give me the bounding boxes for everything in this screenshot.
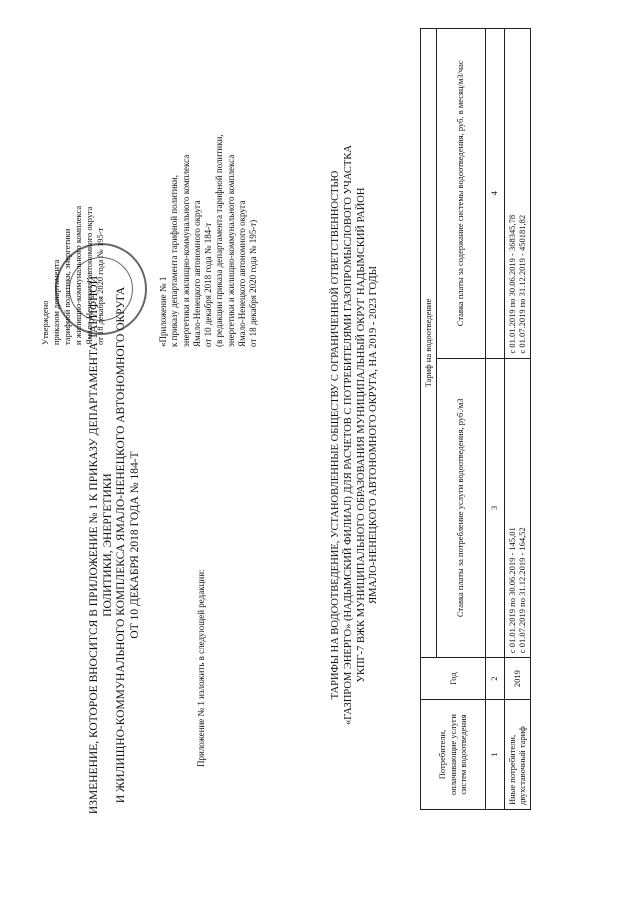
annex-line: (в редакции приказа департамента тарифной политики, [214, 134, 225, 347]
annex-line: Ямало-Ненецкого автономного округа [237, 200, 248, 347]
annex-block [158, 17, 260, 347]
cell-consumption [504, 358, 530, 658]
tariffs-heading [330, 75, 381, 795]
header-tariff-group: Тариф на водоотведение [421, 29, 437, 658]
cell-year: 2019 [504, 658, 530, 700]
title-line: ИЗМЕНЕНИЕ, КОТОРОЕ ВНОСИТСЯ В ПРИЛОЖЕНИЕ № 1 К ПРИКАЗУ ДЕПАРТАМЕНТА ТАРИФНОЙ ПОЛИТИКИ, ЭНЕРГЕТИКИ [88, 275, 114, 815]
header-rate-maintenance: Ставка платы за содержание системы водоотведения, руб. в месяц/м3/час [436, 29, 485, 359]
annex-line: от 18 декабря 2020 года № 195-т) [248, 219, 259, 347]
document-title [88, 265, 142, 825]
column-number: 1 [485, 700, 504, 810]
approval-line: тарифной политики, энергетики [62, 228, 72, 345]
approval-line: и жилищно-коммунального комплекса [73, 205, 83, 345]
table-number-row [485, 29, 504, 810]
cell-maintenance [504, 29, 530, 359]
annex-line: «Приложение № 1 [158, 276, 168, 347]
annex-line: энергетики и жилищно-коммунального комплекса [180, 154, 191, 347]
maintenance-period: с 01.01.2019 по 30.06.2019 - 368345,78 [506, 214, 517, 354]
annex-line: от 10 декабря 2018 года № 184-т [203, 222, 214, 347]
annex-line: энергетики и жилищно-коммунального комплекса [225, 154, 236, 347]
title-line: И ЖИЛИЩНО-КОММУНАЛЬНОГО КОМПЛЕКСА ЯМАЛО-НЕНЕЦКОГО АВТОНОМНОГО ОКРУГА [115, 286, 127, 804]
table-header-row [421, 29, 437, 810]
header-year: Год [421, 658, 486, 700]
approval-block [40, 45, 106, 345]
cell-consumer: Иные потребители, двухставочный тариф [504, 700, 530, 810]
approval-line: приказом департамента [51, 259, 61, 345]
tariffs-heading-line: УКПГ-7 ВЖК МУНИЦИПАЛЬНОГО ОБРАЗОВАНИЯ МУНИЦИПАЛЬНЫЙ ОКРУГ НАДЫМСКИЙ РАЙОН [355, 187, 367, 683]
tariffs-heading-line: «ГАЗПРОМ ЭНЕРГО» (НАДЫМСКИЙ ФИЛИАЛ) ДЛЯ РАСЧЕТОВ С ПОТРЕБИТЕЛЯМИ ГАЗОПРОМЫСЛОВОГО УЧАСТКА [342, 145, 354, 725]
title-line: ОТ 10 ДЕКАБРЯ 2018 ГОДА № 184-Т [128, 451, 141, 639]
approval-line: Утверждено [40, 300, 50, 345]
tariffs-heading-line: ЯМАЛО-НЕНЕЦКОГО АВТОНОМНОГО ОКРУГА, НА 2019 - 2023 ГОДЫ [368, 266, 380, 604]
annex-line: Ямало-Ненецкого автономного округа [191, 200, 202, 347]
approval-line: от 18 декабря 2020 года № 195-т [95, 227, 105, 345]
consumption-period: с 01.01.2019 по 30.06.2019 - 145,01 [506, 527, 517, 654]
table-row [504, 29, 530, 810]
consumption-period: с 01.07.2019 по 31.12.2019 - 164,52 [517, 527, 527, 654]
column-number: 2 [485, 658, 504, 700]
column-number: 3 [485, 358, 504, 658]
annex-line: к приказу департамента тарифной политики, [169, 175, 180, 347]
column-number: 4 [485, 29, 504, 359]
header-rate-consumption: Ставка платы за потребление услуги водоотведения, руб./м3 [436, 358, 485, 658]
intro-text: Приложение № 1 изложить в следующей редакции: [196, 569, 206, 767]
tariff-table [420, 28, 531, 810]
approval-line: Ямало-Ненецкого автономного округа [84, 206, 94, 345]
header-consumers: Потребители, оплачивающие услуги систем водоотведения [421, 700, 486, 810]
maintenance-period: с 01.07.2019 по 31.12.2019 - 450181,82 [517, 214, 527, 354]
tariffs-heading-line: ТАРИФЫ НА ВОДООТВЕДЕНИЕ, УСТАНОВЛЕННЫЕ ОБЩЕСТВУ С ОГРАНИЧЕННОЙ ОТВЕТСТВЕННОСТЬЮ [330, 170, 341, 700]
